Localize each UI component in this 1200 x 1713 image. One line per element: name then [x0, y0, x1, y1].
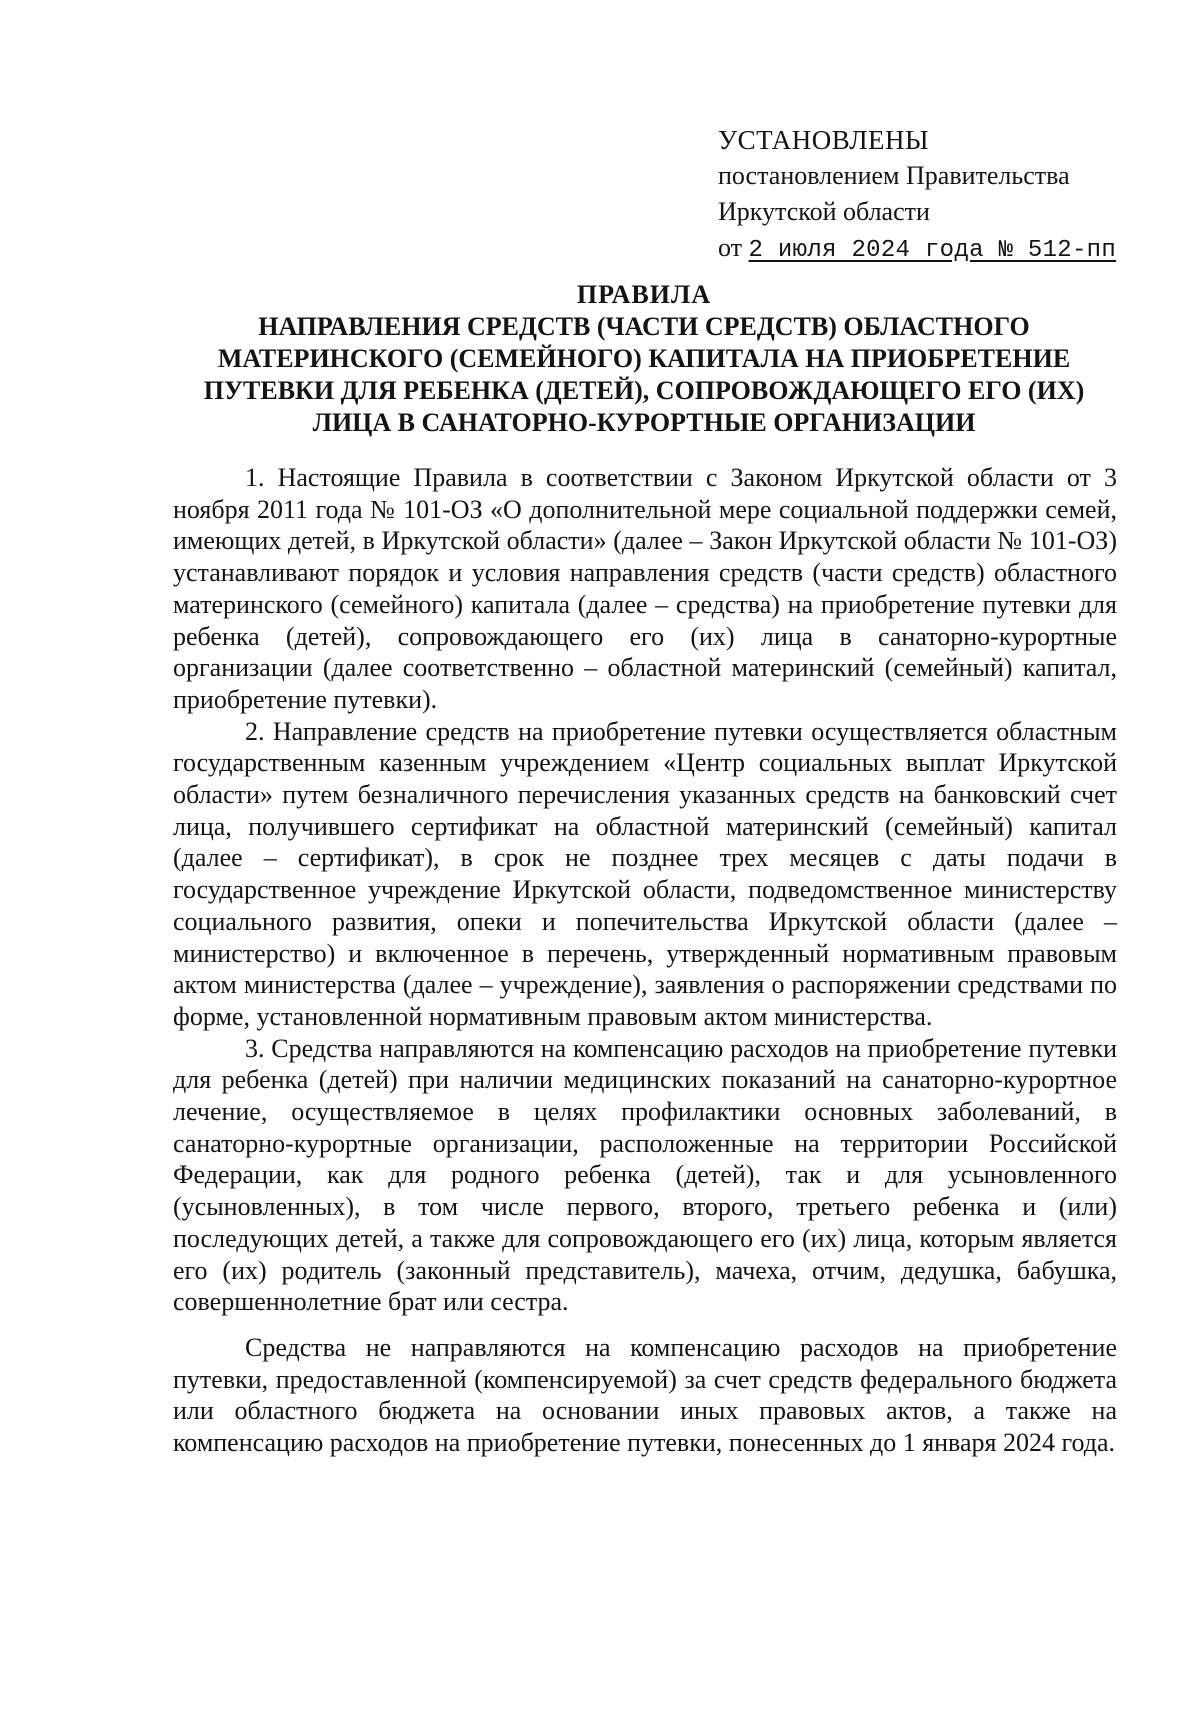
- document-body: [173, 462, 1117, 1459]
- approval-line-1: постановлением Правительства: [718, 161, 1070, 190]
- paragraph-4: Средства не направляются на компенсацию расходов на приобретение путевки, предоставленной (компенсируемой) за счет средств федерального бюджета или областного бюджета на основании иных правовых актов, а также на компенсацию расходов на приобретение путевки, понесенных до 1 января 2024 года.: [173, 1332, 1117, 1458]
- paragraph-3: 3. Средства направляются на компенсацию расходов на приобретение путевки для ребенка (детей) при наличии медицинских показаний на санаторно-курортное лечение, осуществляемое в целях профилактики основных заболеваний, в санаторно-курортные организации, расположенные на территории Российской Федерации, как для родного ребенка (детей), так и для усыновленного (усыновленных), в том числе первого, второго, третьего ребенка и (или) последующих детей, а также для сопровождающего его (их) лица, которым является его (их) родитель (законный представитель), мачеха, отчим, дедушка, бабушка, совершеннолетние брат или сестра.: [173, 1033, 1117, 1317]
- approval-date-line: [718, 230, 1178, 269]
- document-title: ПРАВИЛА: [576, 280, 712, 309]
- approval-date-value: 2 июля 2024 года № 512-пп: [748, 237, 1117, 264]
- paragraph-2: 2. Направление средств на приобретение путевки осуществляется областным государственным казенным учреждением «Центр социальных выплат Иркутской области» путем безналичного перечисления указанных средств на банковский счет лица, получившего сертификат на областной материнский (семейный) капитал (далее – сертификат), в срок не позднее трех месяцев с даты подачи в государственное учреждение Иркутской области, подведомственное министерству социального развития, опеки и попечительства Иркутской области (далее – министерство) и включенное в перечень, утвержденный нормативным правовым актом министерства (далее – учреждение), заявления о распоряжении средствами по форме, установленной нормативным правовым актом министерства.: [173, 716, 1117, 1031]
- paragraph-1: 1. Настоящие Правила в соответствии с Законом Иркутской области от 3 ноября 2011 года № 101-ОЗ «О дополнительной мере социальной поддержки семей, имеющих детей, в Иркутской области» (далее – Закон Иркутской области № 101-ОЗ) устанавливают порядок и условия направления средств (части средств) областного материнского (семейного) капитала (далее – средства) на приобретение путевки для ребенка (детей), сопровождающего его (их) лица в санаторно-курортные организации (далее соответственно – областной материнский (семейный) капитал, приобретение путевки).: [173, 463, 1117, 714]
- approval-title: УСТАНОВЛЕНЫ: [718, 125, 930, 155]
- approval-line-2: Иркутской области: [718, 197, 930, 226]
- document-subtitle: НАПРАВЛЕНИЯ СРЕДСТВ (ЧАСТИ СРЕДСТВ) ОБЛАСТНОГО МАТЕРИНСКОГО (СЕМЕЙНОГО) КАПИТАЛА НА ПРИОБРЕТЕНИЕ ПУТЕВКИ ДЛЯ РЕБЕНКА (ДЕТЕЙ), СОПРОВОЖДАЮЩЕГО ЕГО (ИХ) ЛИЦА В САНАТОРНО-КУРОРТНЫЕ ОРГАНИЗАЦИИ: [203, 312, 1085, 437]
- approval-date-prefix: от: [718, 233, 743, 262]
- approval-stamp-block: [718, 122, 1178, 269]
- document-heading: [170, 279, 1118, 439]
